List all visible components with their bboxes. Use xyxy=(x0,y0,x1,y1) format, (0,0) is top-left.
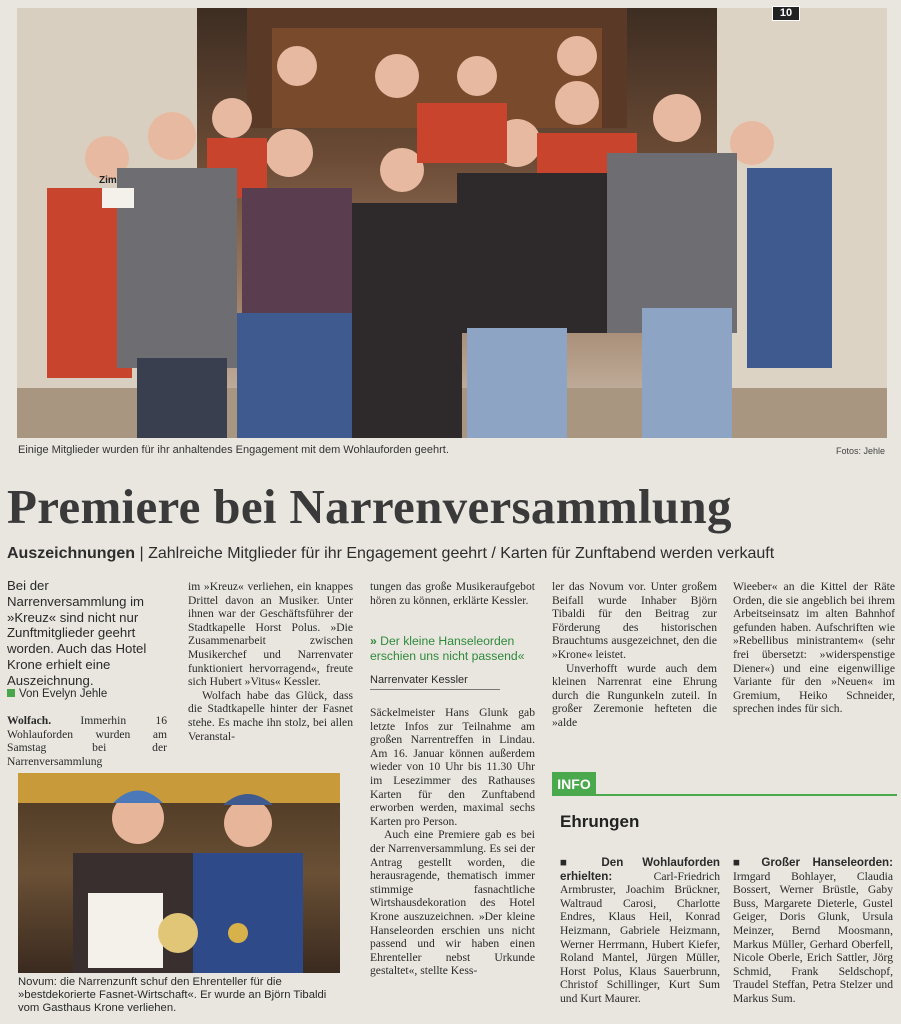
square-bullet-icon: ■ xyxy=(560,856,602,869)
photo-caption: Einige Mitglieder wurden für ihr anhaltendes Engagement mit dem Wohlauforden geehrt. xyxy=(18,444,449,456)
column-3-paragraph: Säckelmeister Hans Glunk gab letzte Infos zur Teilnahme am großen Narrentreffen in Lindau. Am 16. Januar können außerdem wieder von 10 Uhr bis 11.30 Uhr im Lesezimmer des Rathauses Karten für den Zunftabend erworben werden, maximal sechs Karten pro Person. xyxy=(370,706,535,828)
group-photo-illustration xyxy=(17,8,887,438)
wohlauforden-heading: Den Wohlauforden erhielten: xyxy=(560,856,720,883)
byline-text: Von Evelyn Jehle xyxy=(19,688,108,700)
byline-square-icon xyxy=(7,689,15,697)
column-2-paragraph: im »Kreuz« verliehen, ein knappes Drittel davon an Musiker. Unter ihnen war der Geschäftsführer der Stadtkapelle Horst Polus. »Die Zusammenarbeit zwischen Musikerchef und Narrenvater funktioniert hervorragend«, freute sich Hubert »Vitus« Kessler. xyxy=(188,580,353,689)
photo-credit: Fotos: Jehle xyxy=(836,446,886,456)
subheadline-kicker: Auszeichnungen xyxy=(7,545,136,562)
hanseleorden-heading: Großer Hanseleorden: xyxy=(761,856,893,869)
dateline: Wolfach. xyxy=(7,714,52,727)
hanseleorden-list xyxy=(733,856,893,1006)
info-title: Ehrungen xyxy=(560,812,640,831)
double-chevron-icon: » xyxy=(370,634,377,648)
page-number: 10 xyxy=(772,6,800,21)
column-3-top-paragraph: tungen das große Musikeraufgebot hören zu können, erklärte Kessler. xyxy=(370,580,535,607)
info-tag: INFO xyxy=(552,772,596,796)
column-5-paragraph: Wieeber« an die Kittel der Räte Orden, die sie angeblich bei ihrem Arbeitseinsatz im alten Bahnhof gefunden haben. Aufschriften wie »Rebellibus ministrantem« (sehr frei übersetzt: »widerspenstige Diener«) und eine eigenwillige Variante für den »Neuen« im Gremium, Heiko Schneider, sprechen indes für sich. xyxy=(733,580,895,716)
info-box-header xyxy=(552,772,897,796)
pull-quote xyxy=(370,634,540,664)
wohlauforden-list xyxy=(560,856,720,1006)
subheadline-text: | Zahlreiche Mitglieder für ihr Engagement geehrt / Karten für Zunftabend werden verkauft xyxy=(135,545,775,562)
headline: Premiere bei Narrenversammlung xyxy=(7,479,732,534)
group-photo xyxy=(17,8,887,438)
column-4-paragraph: ler das Novum vor. Unter großem Beifall wurde Inhaber Björn Tibaldi für den Beitrag zur Förderung des historischen Brauchtums ausgezeichnet, den die »Krone« leistet. xyxy=(552,580,717,661)
column-3-top xyxy=(370,580,535,607)
column-5-body xyxy=(733,580,895,716)
pull-quote-source: Narrenvater Kessler xyxy=(370,674,500,690)
square-bullet-icon: ■ xyxy=(733,856,762,869)
sign-text: Zim xyxy=(99,175,117,186)
intro-text: Immerhin 16 Wohlauforden wurden am Samstag bei der Narrenversammlung xyxy=(7,714,167,768)
column-4-body xyxy=(552,580,717,730)
column-4-paragraph: Unverhofft wurde auch dem kleinen Narrenrat eine Ehrung durch die Rungunkeln zuteil. In großer Zeremonie hefteten die »alde xyxy=(552,661,717,729)
subheadline xyxy=(7,545,774,563)
wohlauforden-names: Carl-Friedrich Armbruster, Joachim Brückner, Waltraud Carosi, Charlotte Endres, Klaus Heil, Konrad Heizmann, Gabriele Heizmann, Werner Herrmann, Hubert Kiefer, Roland Mantel, Jürgen Müller, Horst Polus, Klaus Sauerbrunn, Christof Schillinger, Kurt Sum und Kurt Maurer. xyxy=(560,869,720,1005)
column-3-body xyxy=(370,706,535,978)
column-2-paragraph: Wolfach habe das Glück, dass die Stadtkapelle hinter der Fasnet stehe. Es mache ihn stolz, bei allen Veranstal- xyxy=(188,688,353,743)
column-1-body xyxy=(7,714,167,768)
hanseleorden-names: Irmgard Bohlayer, Claudia Bossert, Werner Brüstle, Gaby Buss, Margarete Dieterle, Gustel Geiger, Doris Glunk, Ursula Meinzer, Bernd Moosmann, Markus Müller, Gerhard Oberfell, Nicole Oberle, Erich Sattler, Jörg Schmid, Frank Seldschopf, Traudel Steffan, Petra Stelzer und Markus Sum. xyxy=(733,869,893,1005)
pull-quote-text: Der kleine Hanseleorden erschien uns nicht passend« xyxy=(370,634,525,663)
lead-paragraph: Bei der Narrenversammlung im »Kreuz« sind nicht nur Zunftmitglieder geehrt worden. Auch das Hotel Krone erhielt eine Auszeichnung. xyxy=(7,578,147,688)
column-3-paragraph: Auch eine Premiere gab es bei der Narrenversammlung. Es sei der Antrag gestellt worden, die herausragende, thematisch immer stimmige fasnachtliche Wirtshausdekoration des Hotel Krone auszuzeichnen. »Der kleine Hanseleorden erschien uns nicht passend und wir haben einen Ehrenteller nebst Urkunde gestaltet«, stellte Kess- xyxy=(370,828,535,978)
column-2-body xyxy=(188,580,353,743)
byline xyxy=(7,688,107,700)
award-photo-illustration xyxy=(18,773,340,973)
award-photo xyxy=(18,773,340,973)
award-photo-caption: Novum: die Narrenzunft schuf den Ehrenteller für die »bestdekorierte Fasnet-Wirtschaft«. Er wurde an Björn Tibaldi vom Gasthaus Krone verliehen. xyxy=(18,976,327,1014)
info-divider xyxy=(596,794,897,796)
